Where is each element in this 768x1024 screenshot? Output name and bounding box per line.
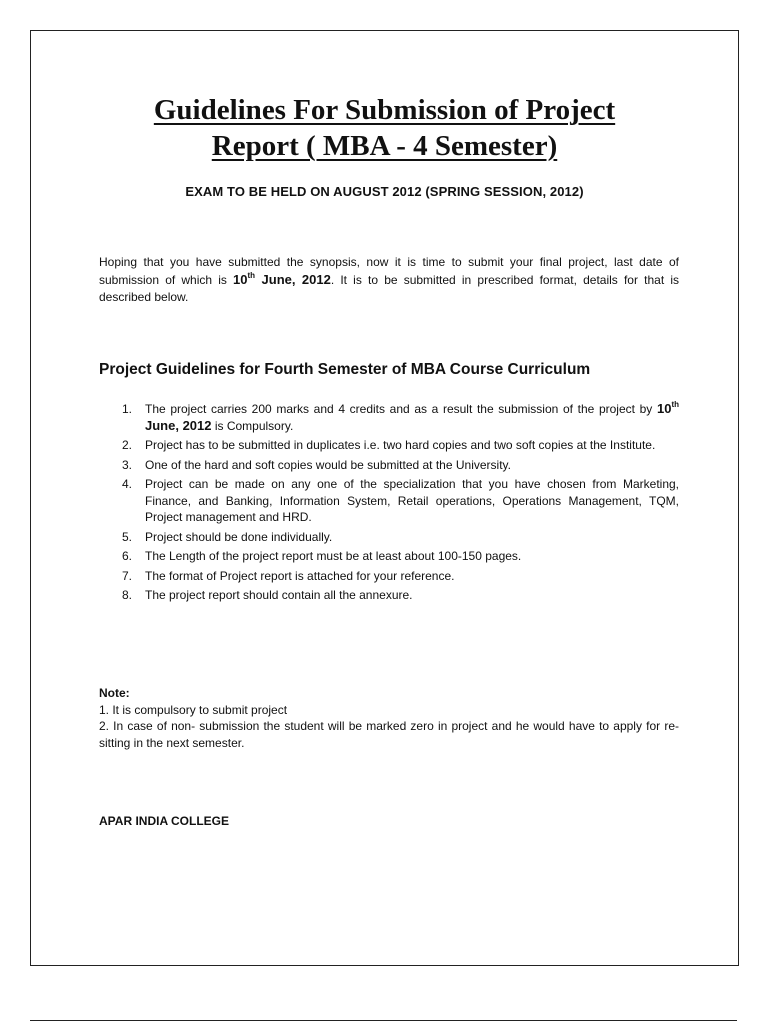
list-item <box>122 401 679 434</box>
section-heading: Project Guidelines for Fourth Semester of MBA Course Curriculum <box>99 361 591 378</box>
list-item <box>122 457 679 474</box>
note-item: 2. In case of non- submission the student will be marked zero in project and he would have to apply for re-sitting in the next semester. <box>99 719 679 750</box>
intro-date-sup: th <box>247 270 256 280</box>
intro-date <box>233 272 331 287</box>
list-item <box>122 437 679 454</box>
title-line-2: Report ( MBA - 4 Semester) <box>211 130 558 162</box>
list-text: Project should be done individually. <box>145 529 333 544</box>
footer-divider <box>30 1020 737 1021</box>
intro-paragraph <box>99 254 679 306</box>
list-text: Project has to be submitted in duplicates i.e. two hard copies and two soft copies at the Institute. <box>145 438 656 452</box>
list-text-after: is Compulsory. <box>211 418 294 433</box>
list-item <box>122 568 679 585</box>
list-number: 4. <box>122 477 133 491</box>
college-name: APAR INDIA COLLEGE <box>99 814 230 828</box>
list-text: One of the hard and soft copies would be submitted at the University. <box>145 457 511 472</box>
list-text: Project can be made on any one of the specialization that you have chosen from Marketing, Finance, and Banking, Information System, Retail operations, Operations Management, TQM, Project management and HRD. <box>145 477 679 524</box>
list-number: 6. <box>122 549 133 563</box>
list-item <box>122 476 679 526</box>
list-number: 3. <box>122 457 133 472</box>
list-item <box>122 548 679 565</box>
list-item <box>122 587 679 604</box>
list-text-before: The project carries 200 marks and 4 credits and as a result the submission of the project by <box>145 402 657 416</box>
list-item <box>122 529 679 546</box>
document-title <box>30 92 739 164</box>
list-date-rest: June, 2012 <box>145 417 212 433</box>
list-number: 7. <box>122 568 133 583</box>
list-number: 2. <box>122 438 133 452</box>
list-number: 5. <box>122 529 133 544</box>
intro-text-after: . It is to be submitted in prescribed format, details for that is described below. <box>99 273 679 304</box>
list-number: 8. <box>122 588 133 602</box>
note-label: Note: <box>99 686 130 700</box>
list-text: The project report should contain all the annexure. <box>145 588 413 602</box>
list-number: 1. <box>122 402 133 416</box>
guidelines-list <box>122 401 679 607</box>
list-text: The format of Project report is attached for your reference. <box>145 568 455 583</box>
list-date-day: 10 <box>656 401 672 416</box>
intro-date-day: 10 <box>233 272 248 287</box>
exam-subtitle: EXAM TO BE HELD ON AUGUST 2012 (SPRING SESSION, 2012) <box>185 184 584 199</box>
title-line-1: Guidelines For Submission of Project <box>153 94 616 126</box>
note-item: 1. It is compulsory to submit project <box>99 703 288 717</box>
list-text: The Length of the project report must be at least about 100-150 pages. <box>145 549 522 563</box>
intro-date-rest: June, 2012 <box>255 272 331 287</box>
list-date-sup: th <box>671 399 679 409</box>
intro-text-before: Hoping that you have submitted the synopsis, now it is time to submit your final project, last date of submission of which is <box>99 255 679 287</box>
